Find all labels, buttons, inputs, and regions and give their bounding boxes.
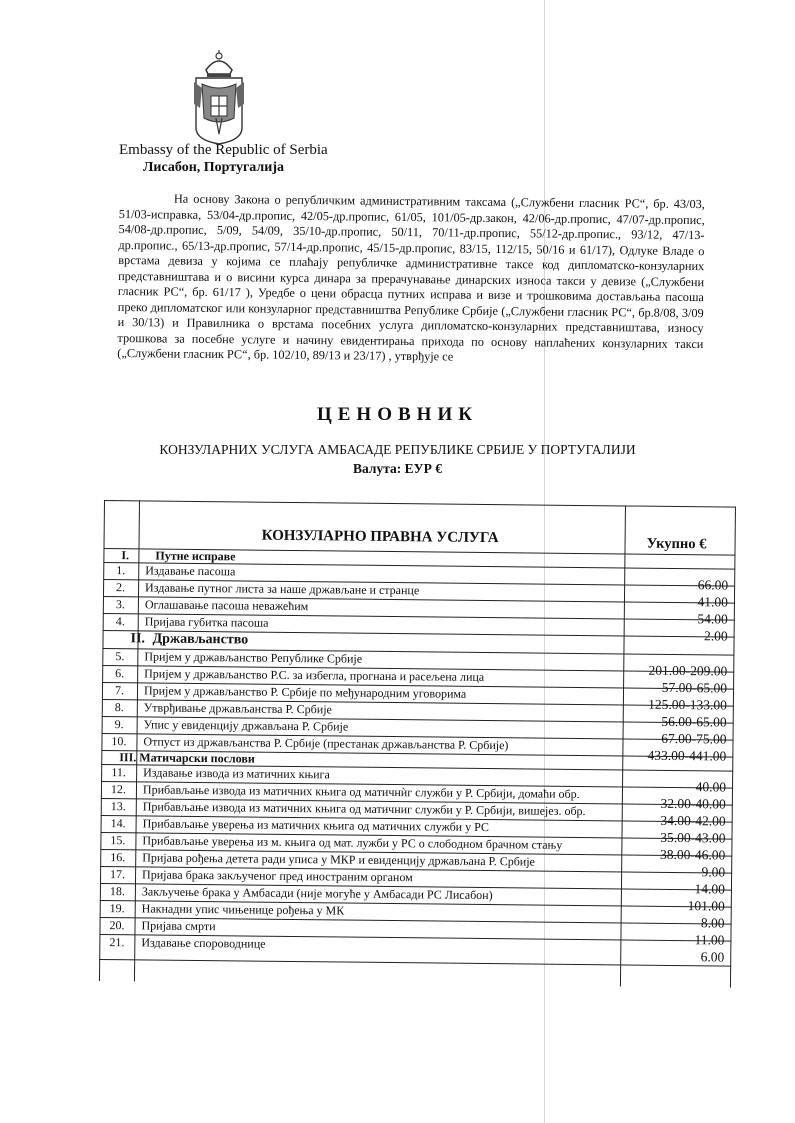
row-service: Пријем у држављанство Републике Србије (144, 649, 363, 666)
row-service: Прибављање уверења из м. књига од мат. лужби у РС о слободном брачном стању (142, 833, 563, 852)
price-table (99, 500, 736, 988)
row-service: Пријава брака закљученог пред иностраним органом (142, 867, 413, 885)
section-roman: II. (130, 631, 146, 647)
row-number: 6. (115, 666, 125, 681)
document-title: ЦЕНОВНИК (316, 404, 479, 425)
row-number: 19. (109, 901, 125, 916)
row-service: Закључење брака у Амбасади (није могуће у Амбасади РС Лисабон) (141, 884, 493, 903)
row-price: 40.00 (695, 779, 727, 795)
row-number: 12. (110, 782, 127, 797)
row-number: 20. (109, 918, 125, 933)
table-header-row (103, 500, 735, 556)
row-number: 13. (110, 799, 126, 814)
row-price: 433.00-441.00 (647, 747, 727, 764)
row-price: 101.00 (687, 898, 725, 914)
intro-paragraph: На основу Закона о републичким административним таксама („Службени гласник РС“, бр. 43/03, 51/03-исправка, 53/04-др.пропис, 42/05-др.пропис, 61/05, 101/05-др.закон, 42/06-др.пропис, 47/07-др.пропис, 54/08-др.пропис, 5/09, 54/09, 35/10-др.пропис, 50/11, 70/11-др.пропис, 55/12-др.пропис., 93/12, 47/13-др.пропис., 65/13-др.пропис, 57/14-др.пропис, 45/15-др.пропис, 83/15, 112/15, 50/16 и 61/17), Одлуке Владе о врстама девиза у којима се плаћају републичке административне таксе код дипломатско-конзуларних представништава и о висини курса динара за прерачунавање динарских износа такси у девизе („Службени гласник РС“, бр. 61/17 ), Уредбе о цени обрасца путних исправа и визе и трошковима достављања пасоша преко дипломатског или конзуларног представништва Републике Србије („Службени гласник РС“, бр.8/08, 3/09 и 30/13) и Правилника о врстама посебних услуга дипломатско-конзуларних представништава, износу трошкова за посебне услуге и начину евидентирања прихода по основу наплаћених конзуларних такси („Службени гласник РС“, бр. 102/10, 89/13 и 23/17) , утврђује се (117, 191, 705, 364)
row-service: Пријава рођења детета ради уписа у МКР и евиденцију држављана Р. Србије (142, 850, 536, 869)
row-number: 1. (116, 563, 126, 578)
row-number: 8. (114, 700, 124, 715)
currency-line: Валута: ЕУР € (353, 461, 442, 476)
row-price: 41.00 (697, 594, 729, 610)
document-subtitle: КОНЗУЛАРНИХ УСЛУГА АМБАСАДЕ РЕПУБЛИКЕ СРБИЈЕ У ПОРТУГАЛИЈИ (159, 442, 636, 457)
row-service: Прибављање извода из матичних књига од матичниг служби у Р. Србији, вишејез. обр. (142, 799, 586, 819)
row-service: Отпуст из држављанства Р. Србије (престанак држављанства Р. Србије) (143, 734, 509, 753)
section-title: Држављанство (152, 631, 249, 648)
section-roman: III. (119, 750, 137, 765)
row-number: 21. (109, 935, 125, 950)
row-price: 8.00 (700, 915, 725, 931)
row-service: Прибављање уверења из матичних књига од матичних служби у РС (142, 816, 490, 835)
row-service: Накнадни упис чињенице рођења у МК (141, 901, 345, 918)
row-number: 14. (110, 816, 126, 831)
row-service: Пријава смрти (141, 918, 216, 934)
row-number: 18. (109, 884, 125, 899)
row-number: 9. (114, 717, 124, 732)
row-price: 125.00-133.00 (648, 696, 727, 713)
row-service: Издавање извода из матичних књига (143, 765, 330, 782)
row-service: Оглашавање пасоша неважећим (144, 597, 309, 614)
section-title: Путне исправе (155, 548, 236, 564)
row-number: 10. (111, 734, 127, 749)
section-title: Матичарски послови (139, 750, 255, 766)
row-price: 35.00-43.00 (660, 829, 726, 846)
row-number: 11. (111, 765, 127, 780)
row-price: 201.00-209.00 (648, 662, 728, 679)
row-price: 2.00 (703, 628, 728, 644)
row-price: 66.00 (697, 577, 729, 593)
serbian-coat-of-arms-icon (190, 48, 248, 146)
row-price: 38.00-46.00 (659, 846, 726, 863)
row-number: 15. (110, 833, 126, 848)
row-price: 56.00-65.00 (661, 713, 727, 730)
row-service: Пријава губитка пасоша (144, 614, 269, 630)
row-price: 9.00 (701, 864, 726, 880)
row-service: Упис у евиденцију држављана Р. Србије (143, 717, 349, 734)
table-row (99, 934, 731, 967)
row-service: Издавање путног листа за наше држављане и странце (145, 580, 420, 598)
row-service: Издавање пасоша (145, 563, 236, 579)
row-price: 14.00 (694, 881, 726, 897)
row-price: 54.00 (697, 611, 728, 627)
row-number: 16. (110, 850, 126, 865)
row-price: 57.00-65.00 (661, 679, 728, 696)
row-price: 34.00-42.00 (660, 812, 726, 829)
row-service: Пријем у држављанство Р.С. за избегла, прогнана и расељена лица (144, 666, 485, 684)
embassy-name: Embassy of the Republic of Serbia (119, 142, 328, 158)
row-service: Издавање спороводнице (141, 935, 266, 951)
row-number: 5. (115, 649, 125, 664)
embassy-location: Лисабон, Португалија (143, 160, 285, 175)
row-number: 2. (116, 580, 126, 595)
section-roman: I. (121, 548, 130, 563)
row-price: 67.00-75.00 (661, 730, 727, 747)
row-price: 6.00 (700, 949, 725, 965)
row-number: 4. (115, 614, 125, 629)
column-header-service: КОНЗУЛАРНО ПРАВНА УСЛУГА (261, 527, 499, 547)
row-service: Прибављање извода из матичних књига од матичнѝг служби у Р. Србији, домаћи обр. (142, 782, 580, 801)
row-number: 7. (114, 683, 125, 698)
row-service: Пријем у држављанство Р. Србије по међународним уговорима (143, 683, 467, 701)
row-price: 11.00 (694, 932, 725, 948)
column-header-total: Укупно € (646, 535, 707, 553)
row-number: 17. (110, 867, 126, 882)
row-price: 32.00-40.00 (660, 795, 726, 812)
row-service: Утврђивање држављанства Р. Србије (143, 700, 332, 717)
row-number: 3. (115, 597, 125, 612)
